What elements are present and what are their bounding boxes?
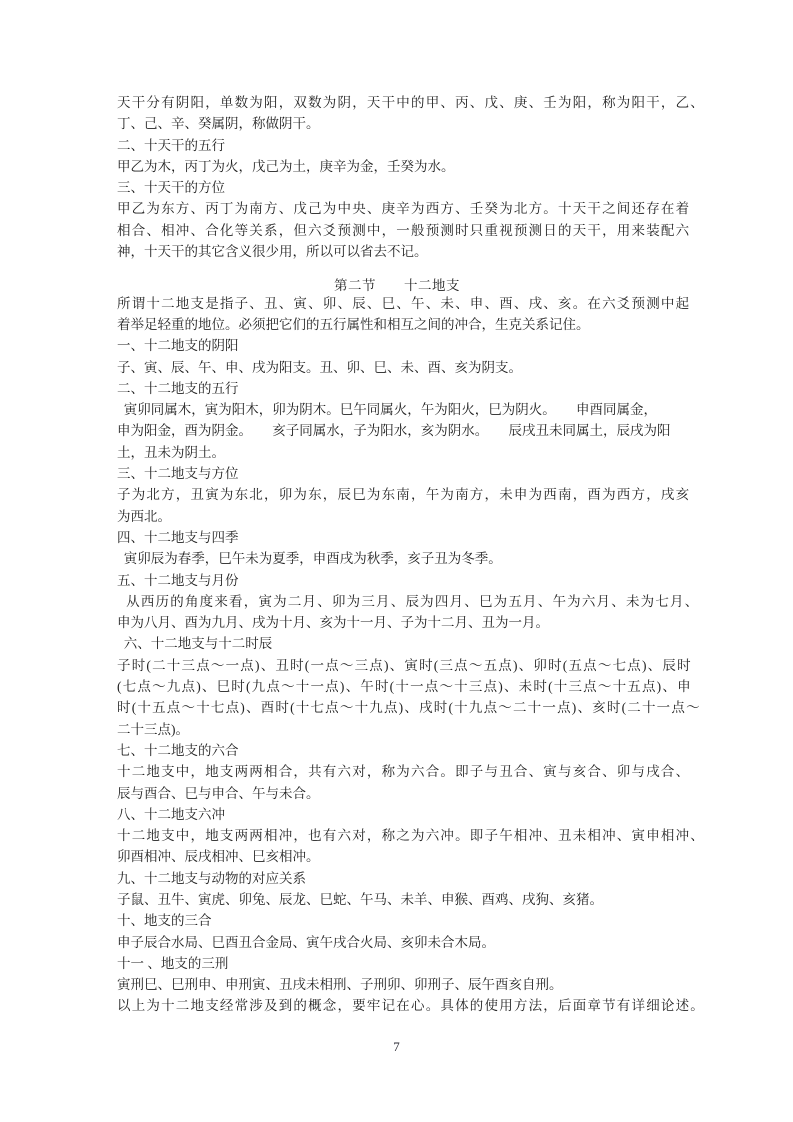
text-line: 甲乙为木，丙丁为火，戊己为土，庚辛为金，壬癸为水。 — [117, 158, 455, 174]
text-line: 八、十二地支六冲 — [117, 806, 225, 822]
text-line: 九、十二地支与动物的对应关系 — [117, 870, 306, 886]
text-line: 子、寅、辰、午、申、戌为阳支。丑、卯、巳、未、酉、亥为阴支。 — [117, 359, 522, 375]
text-line: 甲乙为东方、丙丁为南方、戊己为中央、庚辛为西方、壬癸为北方。十天干之间还存在着 — [117, 201, 691, 217]
text-line: 申为八月、酉为九月、戌为十月、亥为十一月、子为十二月、丑为一月。 — [117, 615, 549, 631]
text-line: 二十三点)。 — [117, 721, 189, 737]
text-line: 申子辰合水局、巳酉丑合金局、寅午戌合火局、亥卯未合木局。 — [117, 934, 495, 950]
text-line: 十、地支的三合 — [117, 913, 212, 929]
text-line: 十一 、地支的三刑 — [117, 955, 229, 971]
text-line: 寅刑巳、巳刑申、申刑寅、丑戌未相刑、子刑卯、卯刑子、辰午酉亥自刑。 — [117, 977, 563, 993]
text-line: 所谓十二地支是指子、丑、寅、卯、辰、巳、午、未、申、酉、戌、亥。在六爻预测中起 — [117, 295, 691, 311]
text-line: 四、十二地支与四季 — [117, 529, 239, 545]
text-line: 卯酉相冲、辰戌相冲、巳亥相冲。 — [117, 849, 320, 865]
text-line: 辰与酉合、巳与申合、午与未合。 — [117, 785, 320, 801]
text-line: 以上为十二地支经常涉及到的概念，要牢记在心。具体的使用方法，后面章节有详细论述。 — [117, 998, 705, 1014]
text-line: 从西历的角度来看，寅为二月、卯为三月、辰为四月、巳为五月、午为六月、未为七月、 — [117, 593, 700, 609]
text-line: 六、十二地支与十二时辰 — [117, 636, 273, 652]
text-line: 申为阳金，酉为阴金。 亥子同属水，子为阳水，亥为阴水。 辰戌丑未同属土，辰戌为阳 — [117, 423, 671, 439]
text-line: (七点～九点)、巳时(九点～十一点)、午时(十一点～十三点)、未时(十三点～十五点)、申 — [117, 679, 692, 695]
text-line: 七、十二地支的六合 — [117, 742, 239, 758]
text-line: 丁、己、辛、癸属阴，称做阴干。 — [117, 116, 320, 132]
text-line: 三、十天干的方位 — [117, 180, 225, 196]
page-number: 7 — [393, 1039, 400, 1054]
text-line: 子鼠、丑牛、寅虎、卯兔、辰龙、巳蛇、午马、未羊、申猴、酉鸡、戌狗、亥猪。 — [117, 891, 603, 907]
text-line: 为西北。 — [117, 508, 171, 524]
text-line: 相合、相冲、合化等关系，但六爻预测中，一般预测时只重视预测日的天干，用来装配六 — [117, 222, 691, 238]
text-line: 着举足轻重的地位。必须把它们的五行属性和相互之间的冲合，生克关系记住。 — [117, 316, 590, 332]
text-line: 土，丑未为阴土。 — [117, 444, 225, 460]
document-body — [117, 92, 705, 1017]
text-line: 子为北方，丑寅为东北，卯为东，辰巳为东南，午为南方，未申为西南，酉为西方，戌亥 — [117, 487, 691, 503]
text-line: 天干分有阴阳，单数为阳，双数为阴，天干中的甲、丙、戊、庚、壬为阳，称为阳干，乙、 — [117, 95, 705, 110]
text-line: 一、十二地支的阴阳 — [117, 338, 239, 354]
text-line: 十二地支中，地支两两相合，共有六对，称为六合。即子与丑合、寅与亥合、卯与戌合、 — [117, 764, 691, 780]
text-line: 寅卯同属木，寅为阳木，卯为阴木。巳午同属火，午为阳火，巳为阴火。 申酉同属金， — [117, 402, 657, 418]
text-line: 十二地支中，地支两两相冲，也有六对，称之为六冲。即子午相冲、丑未相冲、寅申相冲、 — [117, 828, 705, 844]
text-line: 二、十二地支的五行 — [117, 380, 239, 396]
text-line: 二、十天干的五行 — [117, 137, 225, 153]
text-line: 子时(二十三点～一点)、丑时(一点～三点)、寅时(三点～五点)、卯时(五点～七点)、辰时 — [117, 657, 692, 673]
text-line: 时(十五点～十七点)、酉时(十七点～十九点)、戌时(十九点～二十一点)、亥时(二十一点～ — [117, 700, 701, 716]
text-line: 五、十二地支与月份 — [117, 572, 239, 588]
text-line: 神，十天干的其它含义很少用，所以可以省去不记。 — [117, 244, 428, 260]
text-line: 三、十二地支与方位 — [117, 466, 239, 482]
text-line: 寅卯辰为春季，巳午未为夏季，申酉戌为秋季，亥子丑为冬季。 — [117, 551, 502, 567]
section-heading: 第二节 十二地支 — [334, 278, 460, 294]
